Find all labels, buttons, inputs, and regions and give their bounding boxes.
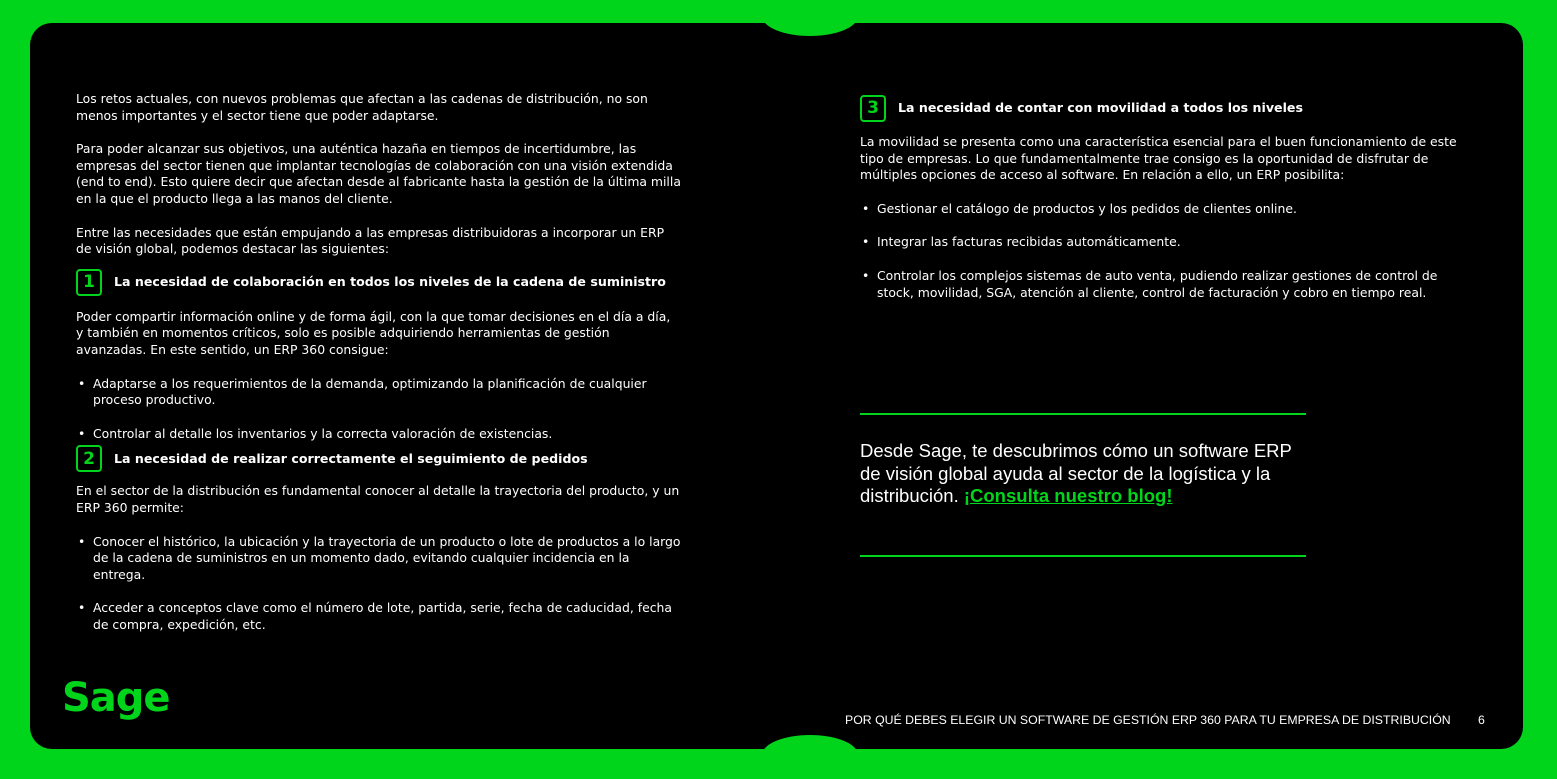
list-item: • Controlar al detalle los inventarios y la correcta valoración de existencias. <box>78 425 553 441</box>
list-item: • Gestionar el catálogo de productos y los pedidos de clientes online. <box>862 200 1297 216</box>
intro-paragraph-2: Para poder alcanzar sus objetivos, una auténtica hazaña en tiempos de incertidumbre, las empresas del sector tienen que implantar tecnologías de colaboración con una visión extendida (end to end). Esto quiere decir que afectan desde al fabricante hasta la gestión de la última milla en la que el producto llega a las manos del cliente. <box>76 141 681 206</box>
divider-top <box>860 413 1306 415</box>
sage-logo: Sage <box>62 675 170 721</box>
top-notch <box>762 0 858 36</box>
divider-bottom <box>860 555 1306 557</box>
section-1-heading <box>76 267 681 298</box>
section-2-title: La necesidad de realizar correctamente el seguimiento de pedidos <box>114 450 588 466</box>
list-item: • Controlar los complejos sistemas de auto venta, pudiendo realizar gestiones de control de stock, movilidad, SGA, atención al cliente, control de facturación y cobro en tiempo real. <box>862 267 1438 300</box>
section-1-title: La necesidad de colaboración en todos los niveles de la cadena de suministro <box>114 273 666 289</box>
callout-body: Desde Sage, te descubrimos cómo un software ERP de visión global ayuda al sector de la logística y la distribución. <box>860 440 1292 506</box>
section-3-heading <box>860 93 1460 124</box>
section-1-body: Poder compartir información online y de forma ágil, con la que tomar decisiones en el día a día, y también en momentos críticos, solo es posible adquiriendo herramientas de gestión avanzadas. En este sentido, un ERP 360 consigue: <box>76 308 671 357</box>
bottom-notch <box>762 735 858 775</box>
page-number: 6 <box>1478 713 1485 727</box>
section-3-body: La movilidad se presenta como una característica esencial para el buen funcionamiento de este tipo de empresas. Lo que fundamentalmente trae consigo es la oportunidad de disfrutar de múltiples opciones de acceso al software. En relación a ello, un ERP posibilita: <box>860 134 1457 183</box>
list-item: • Acceder a conceptos clave como el número de lote, partida, serie, fecha de caducidad, fecha de compra, expedición, etc. <box>78 600 672 632</box>
section-2-number: 2 <box>76 445 102 472</box>
left-column <box>76 91 681 633</box>
section-2-body: En el sector de la distribución es fundamental conocer al detalle la trayectoria del producto, y un ERP 360 permite: <box>76 483 680 515</box>
list-item: • Conocer el histórico, la ubicación y la trayectoria de un producto o lote de productos a lo largo de la cadena de suministros en un momento dado, evitando cualquier incidencia en la entrega. <box>78 533 681 582</box>
section-2-heading <box>76 443 681 474</box>
intro-paragraph-1: Los retos actuales, con nuevos problemas que afectan a las cadenas de distribución, no son menos importantes y el sector tiene que poder adaptarse. <box>76 91 648 123</box>
list-item: • Integrar las facturas recibidas automáticamente. <box>862 234 1181 250</box>
blog-link[interactable]: ¡Consulta nuestro blog! <box>963 485 1173 506</box>
intro-paragraph-3: Entre las necesidades que están empujando a las empresas distribuidoras a incorporar un ERP de visión global, podemos destacar las siguientes: <box>76 224 665 257</box>
section-3-title: La necesidad de contar con movilidad a todos los niveles <box>898 100 1303 116</box>
footer-title: POR QUÉ DEBES ELEGIR UN SOFTWARE DE GESTIÓN ERP 360 PARA TU EMPRESA DE DISTRIBUCIÓN <box>845 713 1451 727</box>
list-item: • Adaptarse a los requerimientos de la demanda, optimizando la planificación de cualquier proceso productivo. <box>78 375 647 408</box>
section-3-number: 3 <box>860 95 886 122</box>
right-column <box>860 93 1460 301</box>
section-1-number: 1 <box>76 269 102 296</box>
callout-text <box>860 440 1310 508</box>
